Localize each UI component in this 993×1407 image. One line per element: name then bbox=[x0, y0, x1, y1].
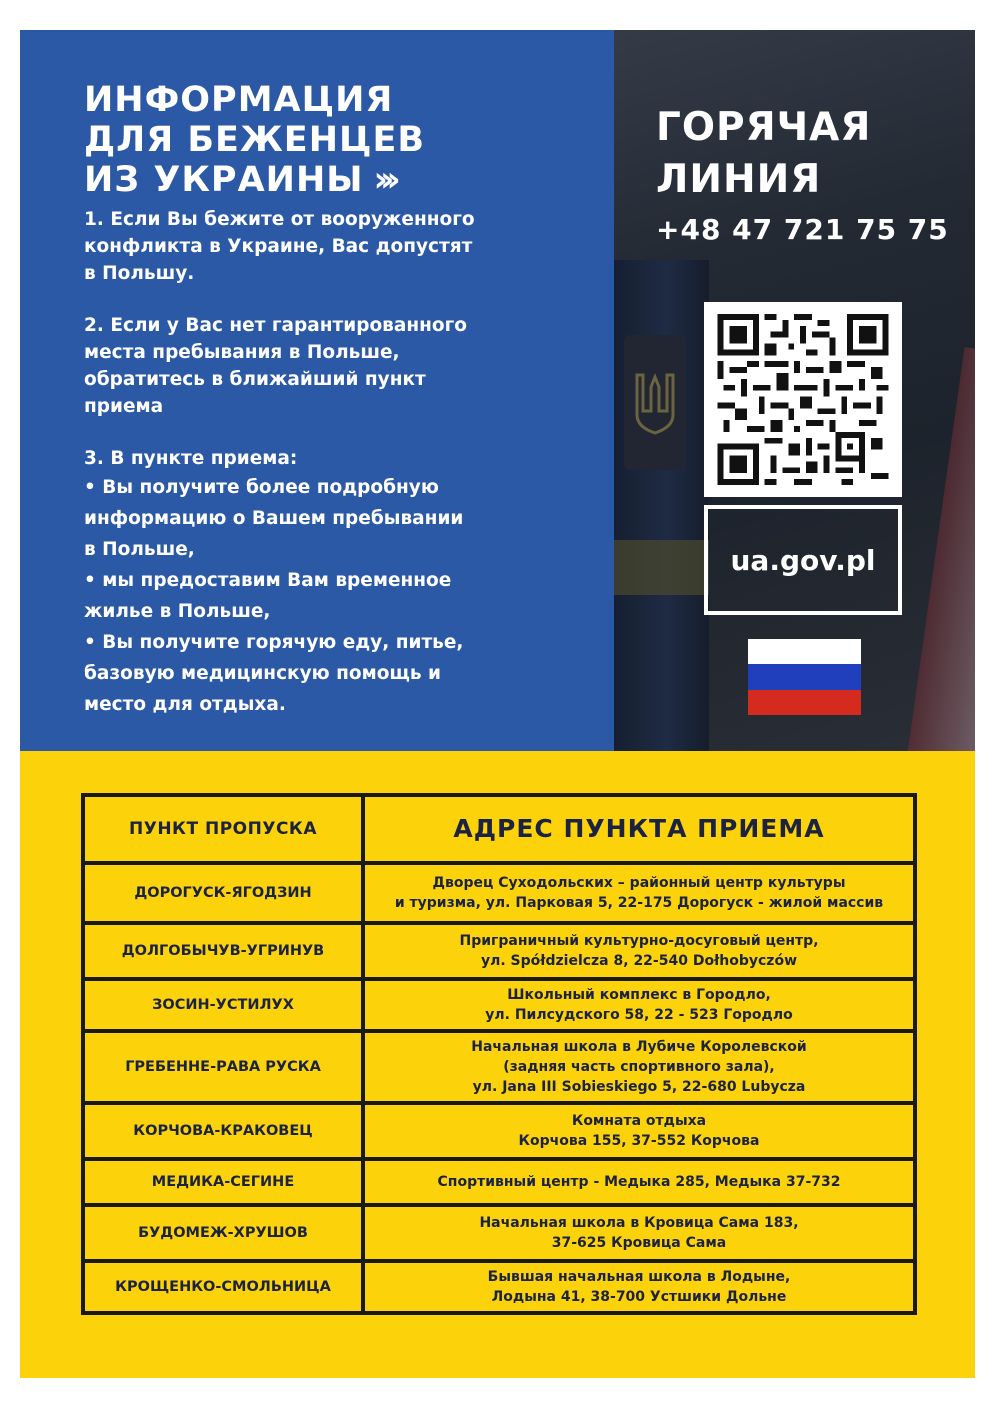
info-title-line: ИНФОРМАЦИЯ bbox=[84, 80, 394, 120]
reception-address: Школьный комплекс в Городло, ул. Пилсудского 58, 22 - 523 Городло bbox=[363, 979, 915, 1031]
point-3-line: базовую медицинскую помощь и bbox=[84, 663, 441, 684]
crossing-name: ГРЕБЕННЕ-РАВА РУСКА bbox=[83, 1031, 363, 1103]
reception-address: Приграничный культурно-досуговый центр, ул. Spółdzielcza 8, 22-540 Dołhobyczów bbox=[363, 923, 915, 979]
flag-stripe-blue bbox=[748, 664, 861, 689]
reception-address: Бывшая начальная школа в Лодыне, Лодына 41, 38-700 Устшики Дольне bbox=[363, 1261, 915, 1313]
point-1-line: 1. Если Вы бежите от вооруженного bbox=[84, 209, 475, 230]
point-2-line: обратитесь в ближайший пункт bbox=[84, 369, 426, 390]
point-2-line: приема bbox=[84, 396, 164, 417]
website-box[interactable] bbox=[704, 505, 902, 615]
reception-address: Спортивный центр - Медыка 285, Медыка 37-732 bbox=[363, 1159, 915, 1205]
point-1-line: в Польшу. bbox=[84, 263, 195, 284]
chevrons-right-icon: ››› bbox=[373, 160, 393, 200]
point-3-line: жилье в Польше, bbox=[84, 601, 271, 622]
info-title-line: ИЗ УКРАИНЫ ››› bbox=[84, 160, 393, 200]
reception-address: Дворец Суходольских – районный центр культуры и туризма, ул. Парковая 5, 22-175 Дорогуск - жилой массив bbox=[363, 863, 915, 923]
point-1-line: конфликта в Украине, Вас допустят bbox=[84, 236, 473, 257]
table-row bbox=[83, 863, 915, 923]
table-row bbox=[83, 1205, 915, 1261]
crossing-name: ДОРОГУСК-ЯГОДЗИН bbox=[83, 863, 363, 923]
point-3-line: информацию о Вашем пребывании bbox=[84, 508, 464, 529]
hotline-phone[interactable]: +48 47 721 75 75 bbox=[656, 213, 949, 246]
flag-stripe-white bbox=[748, 639, 861, 664]
poster bbox=[20, 30, 975, 1378]
header-crossing: ПУНКТ ПРОПУСКА bbox=[83, 795, 363, 863]
hotline-title-line: ЛИНИЯ bbox=[656, 157, 822, 202]
flag-stripe-red bbox=[748, 690, 861, 715]
table-row bbox=[83, 1031, 915, 1103]
info-body bbox=[84, 206, 594, 720]
table-row bbox=[83, 1159, 915, 1205]
point-3-line: • Вы получите более подробную bbox=[84, 477, 439, 498]
russian-flag-icon bbox=[748, 639, 861, 715]
ukraine-trident-icon bbox=[624, 335, 686, 470]
crossing-name: ЗОСИН-УСТИЛУХ bbox=[83, 979, 363, 1031]
point-3-line: в Польше, bbox=[84, 539, 195, 560]
table-row bbox=[83, 1103, 915, 1159]
qr-code[interactable] bbox=[704, 302, 902, 497]
table-header-row bbox=[83, 795, 915, 863]
crossing-name: КОРЧОВА-КРАКОВЕЦ bbox=[83, 1103, 363, 1159]
point-2-line: места пребывания в Польше, bbox=[84, 342, 400, 363]
qr-code-icon bbox=[716, 314, 890, 485]
point-2-line: 2. Если у Вас нет гарантированного bbox=[84, 315, 468, 336]
reception-points-table bbox=[81, 793, 917, 1315]
website-link[interactable]: ua.gov.pl bbox=[730, 543, 876, 577]
border-post-photo bbox=[614, 260, 709, 751]
crossing-name: МЕДИКА-СЕГИНЕ bbox=[83, 1159, 363, 1205]
crossing-name: КРОЩЕНКО-СМОЛЬНИЦА bbox=[83, 1261, 363, 1313]
info-panel bbox=[20, 30, 614, 751]
header-address: АДРЕС ПУНКТА ПРИЕМА bbox=[363, 795, 915, 863]
crossing-name: ДОЛГОБЫЧУВ-УГРИНУВ bbox=[83, 923, 363, 979]
reception-points-panel bbox=[20, 751, 975, 1378]
reception-address: Начальная школа в Кровица Сама 183, 37-625 Кровица Сама bbox=[363, 1205, 915, 1261]
reception-address: Комната отдыха Корчова 155, 37-552 Корчова bbox=[363, 1103, 915, 1159]
background-stripe bbox=[906, 347, 975, 751]
info-title bbox=[84, 80, 425, 200]
hotline-title bbox=[656, 102, 871, 206]
crossing-name: БУДОМЕЖ-ХРУШОВ bbox=[83, 1205, 363, 1261]
reception-address: Начальная школа в Лубиче Королевской (задняя часть спортивного зала), ул. Jana III Sobieskiego 5, 22-680 Lubycza bbox=[363, 1031, 915, 1103]
table-row bbox=[83, 979, 915, 1031]
point-3-heading: 3. В пункте приема: bbox=[84, 448, 298, 469]
point-3-line: • Вы получите горячую еду, питье, bbox=[84, 632, 464, 653]
point-3-line: • мы предоставим Вам временное bbox=[84, 570, 452, 591]
hotline-title-line: ГОРЯЧАЯ bbox=[656, 105, 872, 150]
info-title-line: ДЛЯ БЕЖЕНЦЕВ bbox=[84, 120, 426, 160]
table-row bbox=[83, 923, 915, 979]
table-row bbox=[83, 1261, 915, 1313]
hotline-panel bbox=[614, 30, 975, 751]
point-3-line: место для отдыха. bbox=[84, 694, 286, 715]
